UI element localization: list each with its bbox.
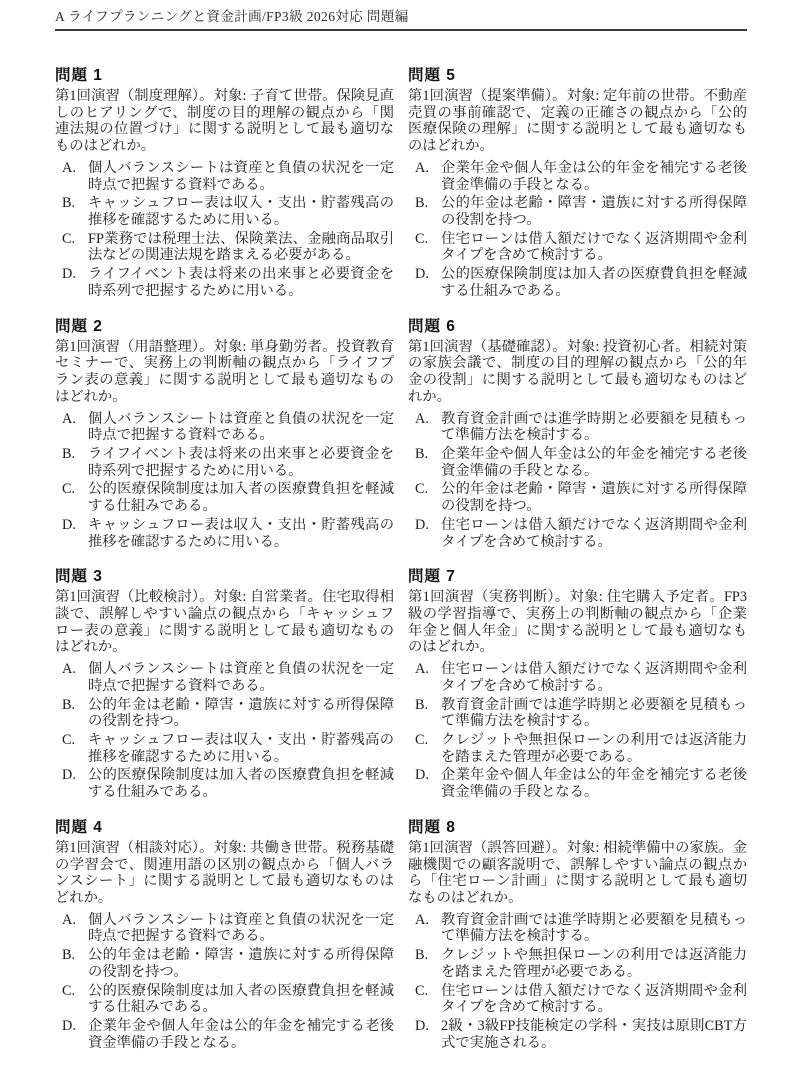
option-label: B. [415, 696, 429, 713]
option-text: 企業年金や個人年金は公的年金を補完する老後資金準備の手段となる。 [88, 1018, 394, 1051]
option-text: 住宅ローンは借入額だけでなく返済期間や金利タイプを含めて検討する。 [441, 661, 747, 694]
problem-title: 問題 7 [408, 568, 456, 586]
options-list [408, 912, 747, 1052]
option-label: B. [415, 947, 429, 964]
option-row [408, 231, 747, 264]
option-row [408, 266, 747, 299]
option-row [55, 1018, 394, 1051]
option-row [408, 912, 747, 945]
problem-title: 問題 3 [55, 568, 103, 586]
problem-title: 問題 8 [408, 818, 456, 836]
option-text: FP業務では税理士法、保険業法、金融商品取引法などの関連法規を踏まえる必要がある。 [88, 230, 394, 264]
option-text: 企業年金や個人年金は公的年金を補完する老後資金準備の手段となる。 [441, 767, 747, 801]
page-header [55, 5, 747, 31]
option-label: B. [415, 445, 429, 462]
options-list [408, 411, 747, 551]
option-label: C. [415, 732, 429, 748]
option-text: 公的年金は老齢・障害・遺族に対する所得保障の役割を持つ。 [88, 696, 394, 730]
option-row [408, 1018, 747, 1051]
option-label: D. [62, 767, 76, 784]
option-row [408, 947, 747, 980]
option-label: A. [415, 661, 429, 678]
problem [55, 314, 394, 551]
option-text: キャッシュフロー表は収入・支出・貯蓄残高の推移を確認するために用いる。 [88, 195, 394, 229]
problem [55, 815, 394, 1052]
option-row [408, 732, 747, 765]
option-row [55, 481, 394, 514]
problem-stem: 第1回演習（基礎確認）。対象: 投資初心者。相続対策の家族会議で、制度の目的理解の観点から「公的年金の役割」に関する説明として最も適切なものはどれか。 [408, 338, 747, 405]
option-label: A. [62, 410, 76, 427]
option-label: B. [415, 195, 429, 212]
option-label: A. [62, 911, 76, 928]
option-label: B. [62, 445, 76, 462]
option-row [55, 767, 394, 800]
option-row [55, 446, 394, 479]
option-label: D. [415, 516, 429, 533]
options-list [55, 411, 394, 551]
option-label: D. [415, 1018, 429, 1035]
problem-stem: 第1回演習（提案準備）。対象: 定年前の世帯。不動産売買の事前確認で、定義の正確さの観点から「公的医療保険の理解」に関する説明として最も適切なものはどれか。 [408, 88, 747, 155]
option-text: 公的医療保険制度は加入者の医療費負担を軽減する仕組みである。 [88, 982, 394, 1016]
option-text: 公的年金は老齢・障害・遺族に対する所得保障の役割を持つ。 [441, 195, 747, 229]
option-label: C. [415, 982, 429, 999]
page-header-title: A ライフプランニングと資金計画/FP3級 2026対応 問題編 [55, 9, 409, 24]
option-text: クレジットや無担保ローンの利用では返済能力を踏まえた管理が必要である。 [441, 947, 747, 980]
problem [408, 314, 747, 551]
option-text: 住宅ローンは借入額だけでなく返済期間や金利タイプを含めて検討する。 [441, 982, 747, 1016]
option-text: 住宅ローンは借入額だけでなく返済期間や金利タイプを含めて検討する。 [441, 230, 747, 264]
option-text: 個人バランスシートは資産と負債の状況を一定時点で把握する資料である。 [88, 661, 394, 694]
option-row [408, 661, 747, 694]
option-label: C. [62, 481, 76, 498]
problem-title: 問題 4 [55, 818, 103, 836]
option-text: クレジットや無担保ローンの利用では返済能力を踏まえた管理が必要である。 [441, 732, 747, 765]
option-label: C. [415, 481, 429, 498]
option-label: C. [415, 230, 429, 247]
problem-stem: 第1回演習（誤答回避）。対象: 相続準備中の家族。金融機関での顧客説明で、誤解しやすい論点の観点から「住宅ローン計画」に関する説明として最も適切なものはどれか。 [408, 839, 747, 907]
option-row [55, 912, 394, 945]
option-text: 住宅ローンは借入額だけでなく返済期間や金利タイプを含めて検討する。 [441, 516, 747, 550]
option-text: 教育資金計画では進学時期と必要額を見積もって準備方法を検討する。 [441, 911, 747, 945]
options-list [408, 661, 747, 801]
option-label: B. [62, 696, 76, 713]
option-text: 個人バランスシートは資産と負債の状況を一定時点で把握する資料である。 [88, 911, 394, 945]
option-row [55, 517, 394, 550]
option-text: 教育資金計画では進学時期と必要額を見積もって準備方法を検討する。 [441, 696, 747, 730]
option-label: A. [62, 661, 76, 678]
option-row [55, 231, 394, 264]
option-label: C. [62, 732, 76, 748]
option-text: 企業年金や個人年金は公的年金を補完する老後資金準備の手段となる。 [441, 445, 747, 479]
problem-title: 問題 6 [408, 317, 456, 335]
option-row [55, 661, 394, 694]
option-row [55, 195, 394, 228]
two-column-layout [55, 63, 747, 1066]
option-row [55, 947, 394, 980]
option-text: ライフイベント表は将来の出来事と必要資金を時系列で把握するために用いる。 [88, 445, 394, 479]
option-text: 公的医療保険制度は加入者の医療費負担を軽減する仕組みである。 [441, 266, 747, 299]
options-list [55, 160, 394, 300]
option-row [408, 411, 747, 444]
option-label: A. [415, 911, 429, 928]
option-label: B. [62, 947, 76, 964]
option-text: 公的医療保険制度は加入者の医療費負担を軽減する仕組みである。 [88, 481, 394, 515]
option-row [408, 160, 747, 193]
option-row [55, 983, 394, 1016]
option-label: A. [62, 159, 76, 176]
option-text: 個人バランスシートは資産と負債の状況を一定時点で把握する資料である。 [88, 410, 394, 444]
option-text: 公的年金は老齢・障害・遺族に対する所得保障の役割を持つ。 [88, 947, 394, 980]
option-row [55, 160, 394, 193]
problem [55, 63, 394, 300]
option-row [55, 697, 394, 730]
option-row [408, 983, 747, 1016]
option-row [55, 732, 394, 765]
option-text: キャッシュフロー表は収入・支出・貯蓄残高の推移を確認するために用いる。 [88, 516, 394, 550]
option-row [408, 446, 747, 479]
option-text: 2級・3級FP技能検定の学科・実技は原則CBT方式で実施される。 [441, 1018, 747, 1051]
options-list [55, 661, 394, 801]
option-text: 個人バランスシートは資産と負債の状況を一定時点で把握する資料である。 [88, 159, 394, 193]
option-row [408, 481, 747, 514]
left-column [55, 63, 394, 1066]
option-label: C. [62, 982, 76, 999]
problem [408, 564, 747, 801]
option-row [408, 517, 747, 550]
right-column [408, 63, 747, 1066]
option-text: キャッシュフロー表は収入・支出・貯蓄残高の推移を確認するために用いる。 [88, 732, 394, 765]
option-text: 公的年金は老齢・障害・遺族に対する所得保障の役割を持つ。 [441, 481, 747, 515]
option-label: D. [62, 266, 76, 283]
option-label: B. [62, 195, 76, 212]
problem-title: 問題 5 [408, 67, 456, 84]
problem [55, 564, 394, 801]
problem-stem: 第1回演習（用語整理）。対象: 単身勤労者。投資教育セミナーで、実務上の判断軸の観点から「ライフプラン表の意義」に関する説明として最も適切なものはどれか。 [55, 338, 394, 405]
option-row [55, 411, 394, 444]
options-list [408, 160, 747, 300]
problem [408, 63, 747, 300]
option-row [408, 697, 747, 730]
options-list [55, 912, 394, 1052]
option-label: A. [415, 159, 429, 176]
option-row [408, 195, 747, 228]
option-row [55, 266, 394, 299]
option-text: ライフイベント表は将来の出来事と必要資金を時系列で把握するために用いる。 [88, 266, 394, 299]
problem-title: 問題 2 [55, 317, 103, 335]
option-label: D. [62, 1018, 76, 1035]
option-label: D. [415, 266, 429, 283]
problem-stem: 第1回演習（実務判断）。対象: 住宅購入予定者。FP3級の学習指導で、実務上の判断軸の観点から「企業年金と個人年金」に関する説明として最も適切なものはどれか。 [408, 589, 747, 656]
option-text: 公的医療保険制度は加入者の医療費負担を軽減する仕組みである。 [88, 767, 394, 801]
option-label: A. [415, 410, 429, 427]
option-label: D. [62, 516, 76, 533]
option-label: C. [62, 230, 76, 247]
option-text: 企業年金や個人年金は公的年金を補完する老後資金準備の手段となる。 [441, 159, 747, 193]
problem [408, 815, 747, 1052]
option-label: D. [415, 767, 429, 784]
option-text: 教育資金計画では進学時期と必要額を見積もって準備方法を検討する。 [441, 410, 747, 444]
problem-stem: 第1回演習（制度理解）。対象: 子育て世帯。保険見直しのヒアリングで、制度の目的理解の観点から「関連法規の位置づけ」に関する説明として最も適切なものはどれか。 [55, 88, 394, 155]
problem-title: 問題 1 [55, 67, 103, 84]
problem-stem: 第1回演習（比較検討）。対象: 自営業者。住宅取得相談で、誤解しやすい論点の観点から「キャッシュフロー表の意義」に関する説明として最も適切なものはどれか。 [55, 589, 394, 656]
problem-stem: 第1回演習（相談対応）。対象: 共働き世帯。税務基礎の学習会で、関連用語の区別の観点から「個人バランスシート」に関する説明として最も適切なものはどれか。 [55, 839, 394, 907]
option-row [408, 767, 747, 800]
